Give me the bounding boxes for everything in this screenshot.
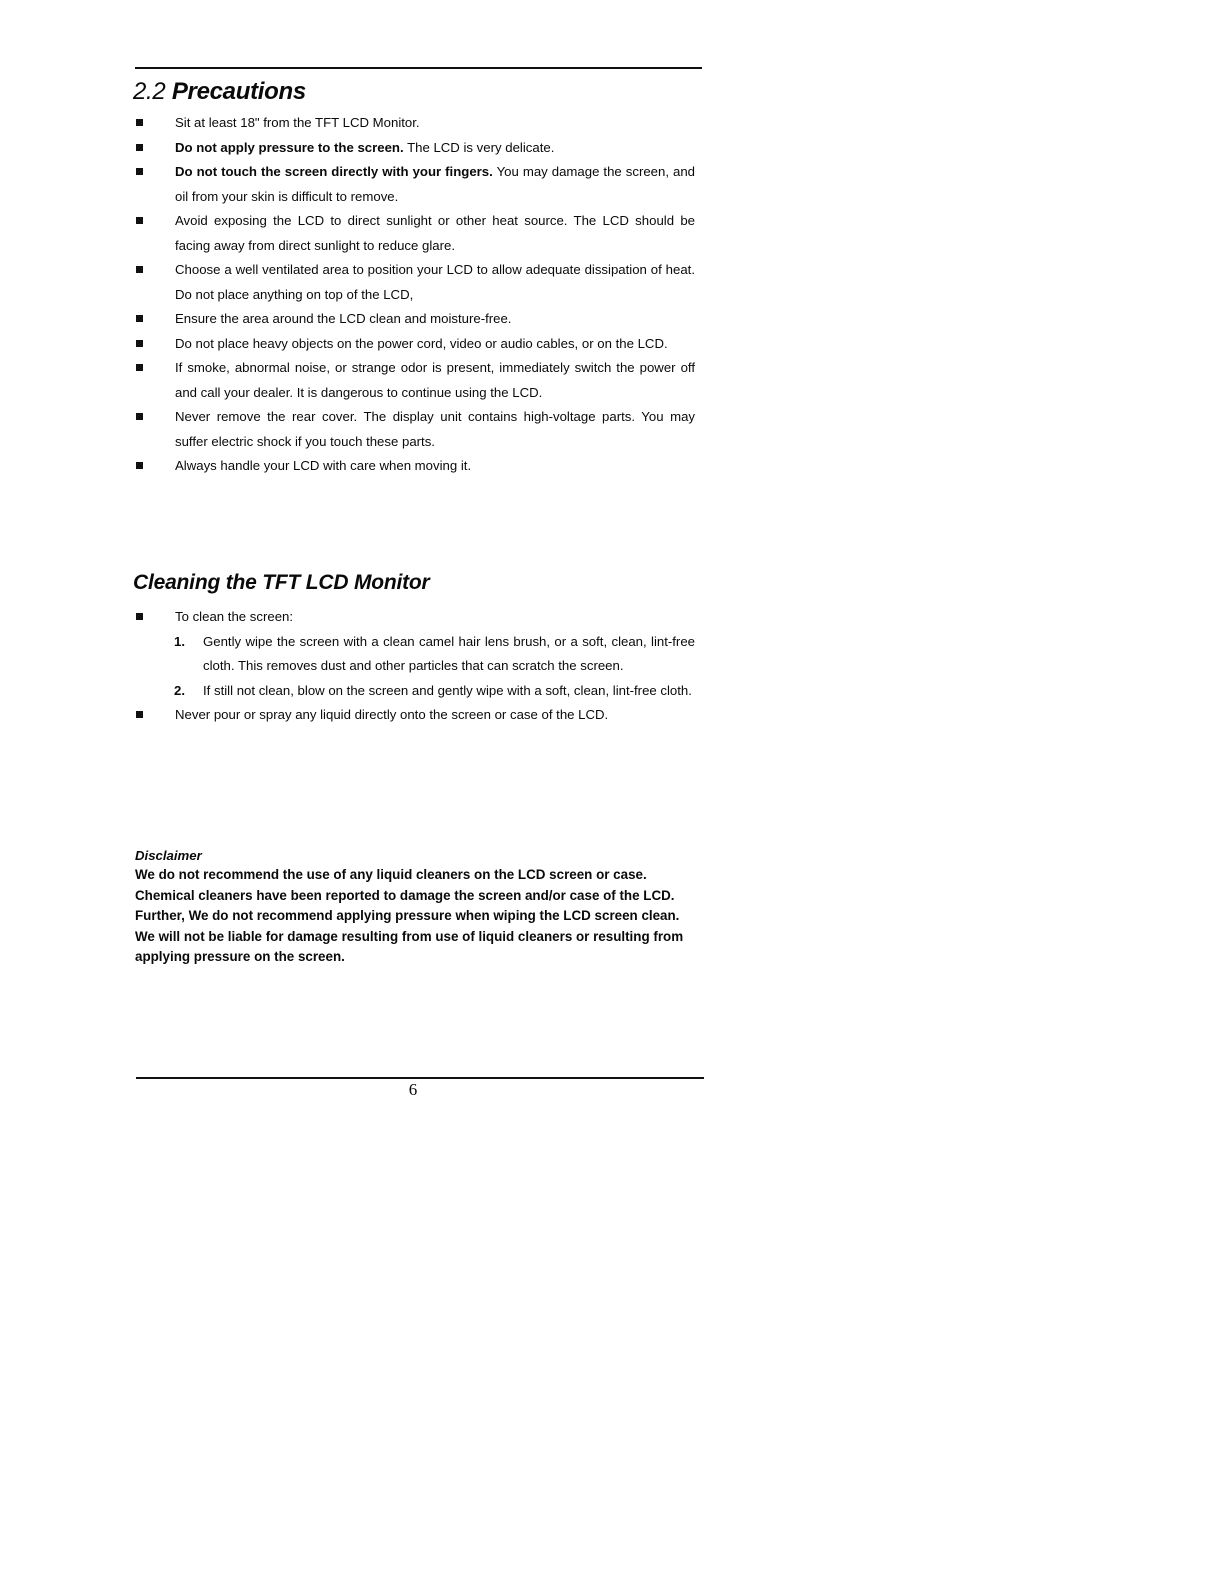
list-item <box>135 258 695 307</box>
square-bullet-icon <box>136 613 143 620</box>
cleaning-title: Cleaning the TFT LCD Monitor <box>133 571 430 594</box>
list-item <box>135 605 695 630</box>
item-text: Choose a well ventilated area to position your LCD to allow adequate dissipation of heat. Do not place anything on top of the LCD, <box>175 262 695 302</box>
item-text: Sit at least 18" from the TFT LCD Monitor. <box>175 115 420 130</box>
cleaning-list <box>135 605 695 728</box>
list-item <box>135 332 695 357</box>
step-text: If still not clean, blow on the screen and gently wipe with a soft, clean, lint-free cloth. <box>203 682 692 698</box>
square-bullet-icon <box>136 462 143 469</box>
page-number: 6 <box>408 1080 418 1099</box>
square-bullet-icon <box>136 340 143 347</box>
square-bullet-icon <box>136 217 143 224</box>
cleaning-steps <box>175 630 695 704</box>
square-bullet-icon <box>136 711 143 718</box>
item-text: Avoid exposing the LCD to direct sunlight or other heat source. The LCD should be facing away from direct sunlight to reduce glare. <box>175 213 695 253</box>
top-rule <box>135 67 702 69</box>
square-bullet-icon <box>136 413 143 420</box>
step-text: Gently wipe the screen with a clean camel hair lens brush, or a soft, clean, lint-free cloth. This removes dust and other particles that can scratch the screen. <box>203 633 695 673</box>
item-text: Ensure the area around the LCD clean and moisture-free. <box>175 311 512 326</box>
item-text: The LCD is very delicate. <box>403 139 555 155</box>
item-text: If smoke, abnormal noise, or strange odor is present, immediately switch the power off and call your dealer. It is dangerous to continue using the LCD. <box>175 360 695 400</box>
item-text: Never remove the rear cover. The display unit contains high-voltage parts. You may suffer electric shock if you touch these parts. <box>175 409 695 449</box>
list-item <box>135 160 695 209</box>
square-bullet-icon <box>136 168 143 175</box>
square-bullet-icon <box>136 144 143 151</box>
list-item <box>135 209 695 258</box>
bottom-rule <box>136 1077 704 1079</box>
disclaimer-text: We do not recommend the use of any liquid cleaners on the LCD screen or case. Chemical cleaners have been reported to damage the screen and/or case of the LCD. Further, We do not recommend applying pressure when wiping the LCD screen clean. We will not be liable for damage resulting from use of liquid cleaners or resulting from applying pressure on the screen. <box>135 867 684 964</box>
list-item <box>135 356 695 405</box>
item-text: Always handle your LCD with care when moving it. <box>175 458 472 473</box>
step-number: 1. <box>174 633 185 649</box>
cleaning-intro: To clean the screen: <box>175 609 294 624</box>
step-number: 2. <box>174 682 185 698</box>
item-text: Do not place heavy objects on the power cord, video or audio cables, or on the LCD. <box>175 335 668 351</box>
precautions-list <box>135 111 695 479</box>
square-bullet-icon <box>136 364 143 371</box>
item-lead: Do not apply pressure to the screen. <box>175 139 404 155</box>
cleaning-final: Never pour or spray any liquid directly onto the screen or case of the LCD. <box>175 707 609 722</box>
square-bullet-icon <box>136 119 143 126</box>
precautions-title-number: 2.2 <box>133 78 172 105</box>
list-item <box>135 307 695 332</box>
precautions-title-text: Precautions <box>171 78 306 105</box>
square-bullet-icon <box>136 315 143 322</box>
disclaimer-label: Disclaimer <box>135 848 202 863</box>
list-item <box>135 405 695 454</box>
step-item <box>175 679 695 704</box>
step-item <box>175 630 695 679</box>
cleaning-steps-container <box>135 630 695 704</box>
list-item <box>135 703 695 728</box>
list-item <box>135 454 695 479</box>
item-text: You may damage the screen, and oil from your skin is difficult to remove. <box>175 164 696 204</box>
item-lead: Do not touch the screen directly with your fingers. <box>175 164 493 179</box>
list-item <box>135 111 695 136</box>
square-bullet-icon <box>136 266 143 273</box>
precautions-title <box>133 78 306 106</box>
list-item <box>135 136 695 161</box>
